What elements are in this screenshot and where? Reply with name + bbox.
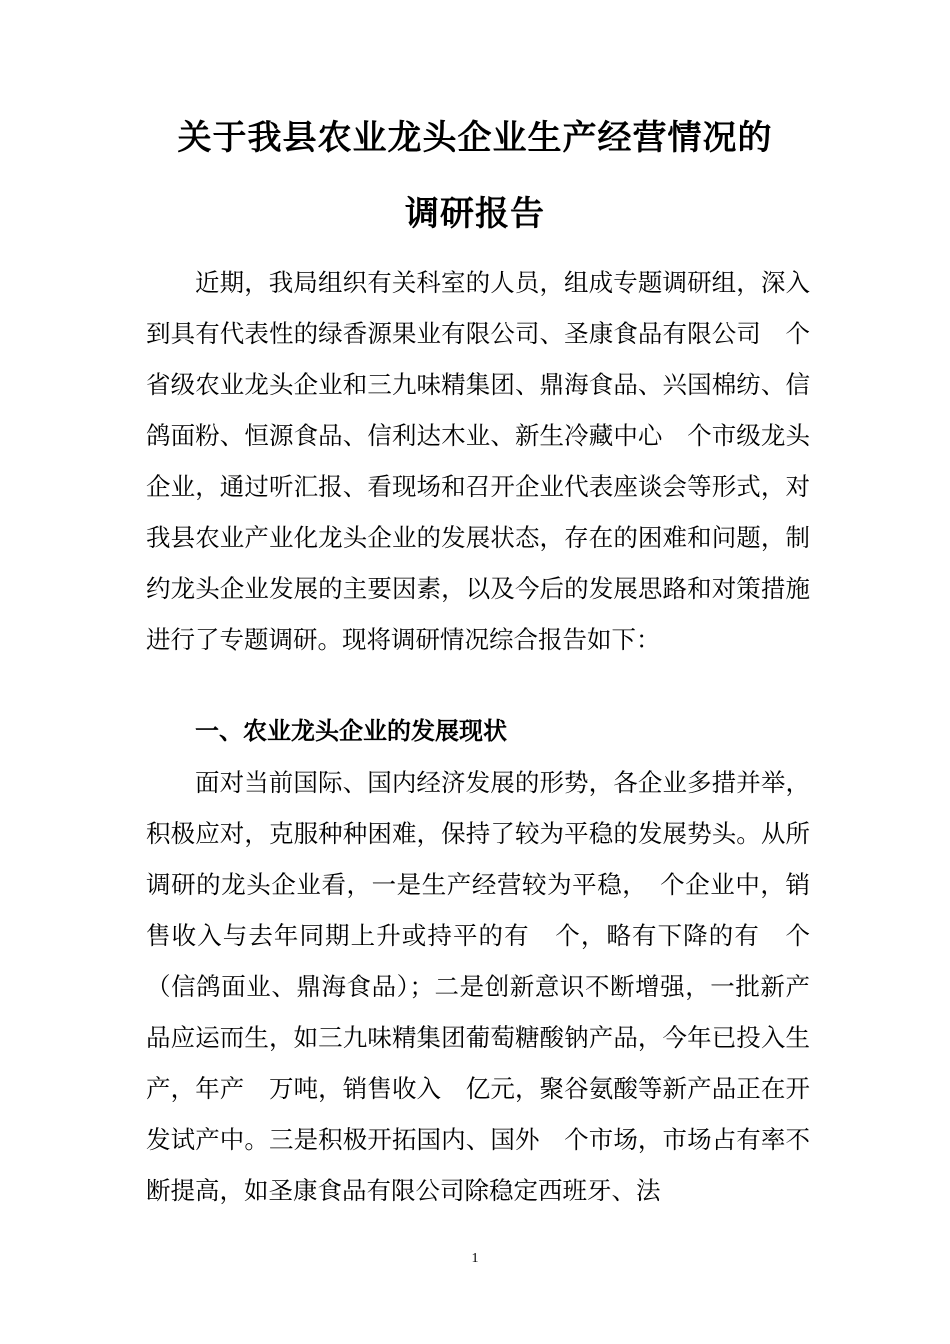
- section-heading-1: 一、农业龙头企业的发展现状: [195, 717, 507, 745]
- report-title-line-2: 调研报告: [405, 194, 545, 234]
- section-1-paragraph: 面对当前国际、国内经济发展的形势，各企业多措并举，积极应对，克服种种困难，保持了较为平稳的发展势头。从所调研的龙头企业看，一是生产经营较为平稳， 个企业中，销售收入与去年同期上升或持平的有 个，略有下降的有 个（信鸽面业、鼎海食品）；二是创新意识不断增强，一批新产品应运而生，如三九味精集团葡萄糖酸钠产品，今年已投入生产，年产 万吨，销售收入 亿元，聚谷氨酸等新产品正在开发试产中。三是积极开拓国内、国外 个市场，市场占有率不断提高，如圣康食品有限公司除稳定西班牙、法: [146, 768, 810, 1205]
- page-number: 1: [471, 1251, 479, 1266]
- report-title-line-1: 关于我县农业龙头企业生产经营情况的: [177, 118, 773, 158]
- intro-paragraph: 近期，我局组织有关科室的人员，组成专题调研组，深入到具有代表性的绿香源果业有限公司、圣康食品有限公司 个省级农业龙头企业和三九味精集团、鼎海食品、兴国棉纺、信鸽面粉、恒源食品、信利达木业、新生冷藏中心 个市级龙头企业，通过听汇报、看现场和召开企业代表座谈会等形式，对我县农业产业化龙头企业的发展状态，存在的困难和问题，制约龙头企业发展的主要因素，以及今后的发展思路和对策措施进行了专题调研。现将调研情况综合报告如下：: [146, 268, 810, 654]
